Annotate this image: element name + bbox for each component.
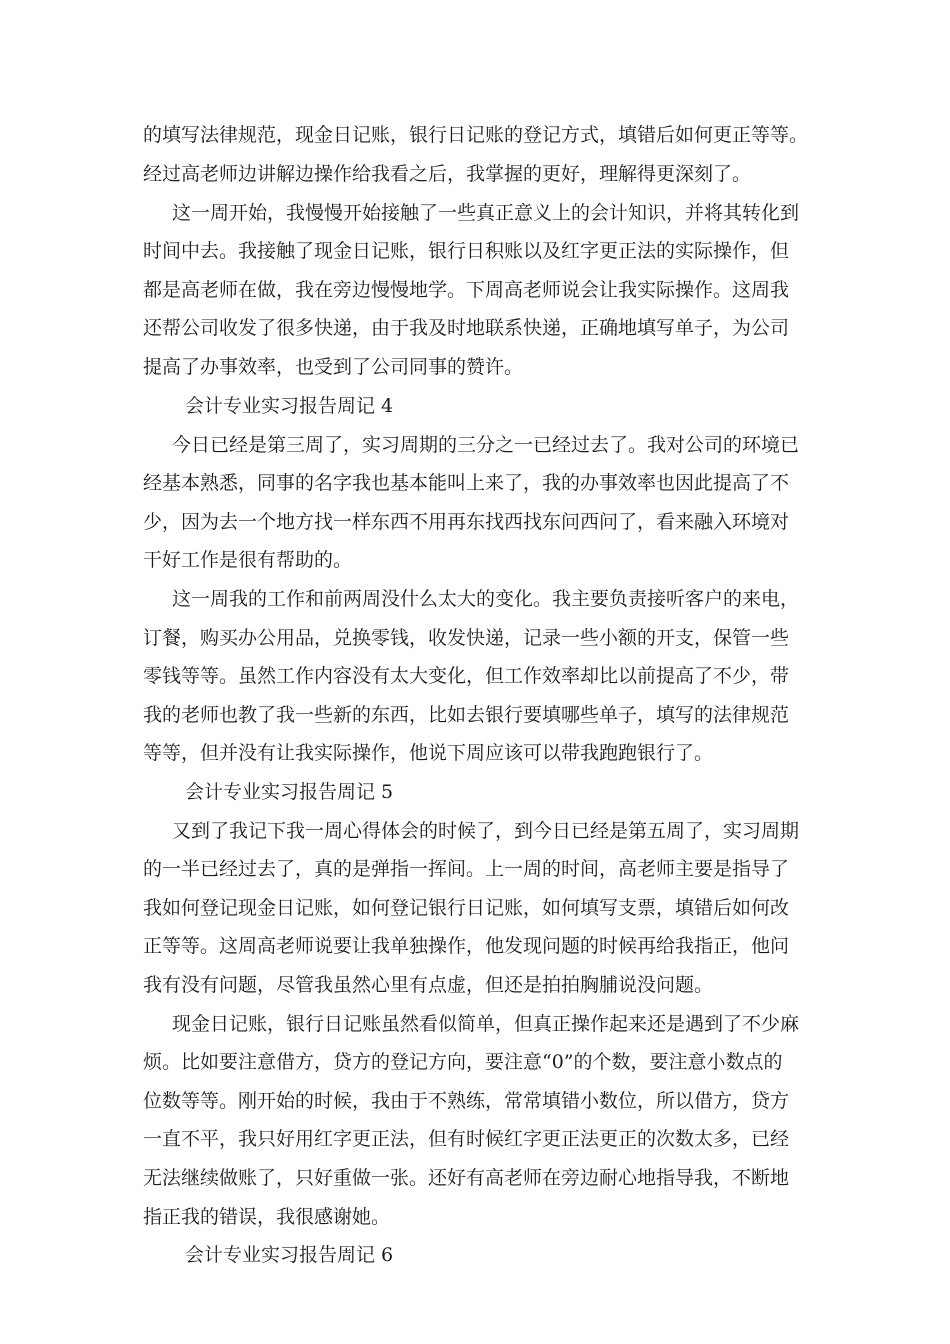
text-line: 订餐，购买办公用品，兑换零钱，收发快递，记录一些小额的开支，保管一些	[143, 627, 790, 649]
text-line: 我有没有问题，尽管我虽然心里有点虚，但还是拍拍胸脯说没问题。	[143, 974, 714, 996]
text-line: 等等，但并没有让我实际操作，他说下周应该可以带我跑跑银行了。	[143, 742, 714, 764]
text-line: 指正我的错误，我很感谢她。	[143, 1206, 391, 1228]
text-line: 无法继续做账了，只好重做一张。还好有高老师在旁边耐心地指导我，不断地	[143, 1167, 790, 1189]
paragraph-first-line: 这一周我的工作和前两周没什么太大的变化。我主要负责接听客户的来电，	[172, 588, 800, 610]
text-line: 的填写法律规范，现金日记账，银行日记账的登记方式，填错后如何更正等等。	[143, 124, 809, 146]
text-line: 干好工作是很有帮助的。	[143, 549, 353, 571]
text-line: 我的老师也教了我一些新的东西，比如去银行要填哪些单子，填写的法律规范	[143, 704, 790, 726]
paragraph-first-line: 又到了我记下我一周心得体会的时候了，到今日已经是第五周了，实习周期	[172, 820, 800, 842]
section-heading: 会计专业实习报告周记 4	[185, 395, 394, 417]
text-line: 经过高老师边讲解边操作给我看之后，我掌握的更好，理解得更深刻了。	[143, 163, 752, 185]
text-line: 烦。比如要注意借方，贷方的登记方向，要注意“0”的个数，要注意小数点的	[143, 1051, 783, 1073]
text-line: 正等等。这周高老师说要让我单独操作，他发现问题的时候再给我指正，他问	[143, 935, 790, 957]
text-line: 零钱等等。虽然工作内容没有太大变化，但工作效率却比以前提高了不少，带	[143, 665, 790, 687]
text-line: 少，因为去一个地方找一样东西不用再东找西找东问西问了，看来融入环境对	[143, 511, 790, 533]
text-line: 时间中去。我接触了现金日记账，银行日积账以及红字更正法的实际操作，但	[143, 240, 790, 262]
text-line: 我如何登记现金日记账，如何登记银行日记账，如何填写支票，填错后如何改	[143, 897, 790, 919]
text-line: 位数等等。刚开始的时候，我由于不熟练，常常填错小数位，所以借方，贷方	[143, 1090, 790, 1112]
text-line: 提高了办事效率，也受到了公司同事的赞许。	[143, 356, 524, 378]
text-line: 的一半已经过去了，真的是弹指一挥间。上一周的时间，高老师主要是指导了	[143, 858, 790, 880]
paragraph-first-line: 现金日记账，银行日记账虽然看似简单，但真正操作起来还是遇到了不少麻	[172, 1013, 800, 1035]
text-line: 一直不平，我只好用红字更正法，但有时候红字更正法更正的次数太多，已经	[143, 1128, 790, 1150]
paragraph-first-line: 今日已经是第三周了，实习周期的三分之一已经过去了。我对公司的环境已	[172, 434, 800, 456]
section-heading: 会计专业实习报告周记 6	[185, 1244, 394, 1266]
text-line: 都是高老师在做，我在旁边慢慢地学。下周高老师说会让我实际操作。这周我	[143, 279, 790, 301]
paragraph-first-line: 这一周开始，我慢慢开始接触了一些真正意义上的会计知识，并将其转化到	[172, 202, 800, 224]
section-heading: 会计专业实习报告周记 5	[185, 781, 394, 803]
text-line: 还帮公司收发了很多快递，由于我及时地联系快递，正确地填写单子，为公司	[143, 317, 790, 339]
text-line: 经基本熟悉，同事的名字我也基本能叫上来了，我的办事效率也因此提高了不	[143, 472, 790, 494]
